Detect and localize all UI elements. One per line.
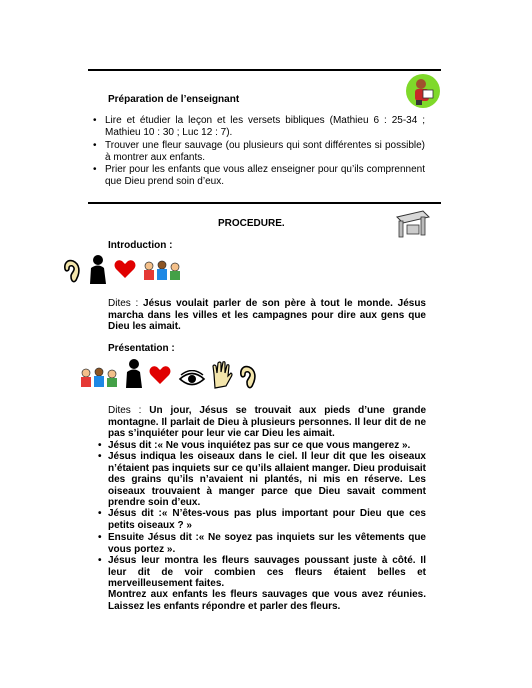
introduction-label: Introduction :: [108, 240, 173, 251]
ear-icon: [62, 258, 82, 286]
presentation-bullet-3: • Jésus dit :« N’êtes-vous pas plus important pour Dieu que ces petits oiseaux ? »: [98, 508, 426, 531]
presentation-bullet-2: • Jésus indiqua les oiseaux dans le ciel. Il leur dit que les oiseaux n’étaient pas inquiets sur ce qu’ils allaient manger. Dieu produisait des grains qu’ils n’avaient ni plantés, ni mis en réserve. Les oiseaux trouvaient à manger parce que Dieu savait comment prendre soin d’eux.: [98, 451, 426, 508]
preparation-title: Préparation de l’enseignant: [108, 94, 240, 105]
presentation-bullet-5: • Jésus leur montra les fleurs sauvages poussant juste à côté. Il leur dit de voir combien ces fleurs étaient belles et merveilleusement faites.: [98, 555, 426, 589]
prep-bullet-2: • Trouver une fleur sauvage (ou plusieurs qui sont différentes si possible) à montrer aux enfants.: [93, 140, 425, 163]
teacher-reading-icon: [405, 73, 441, 109]
presentation-closing: Montrez aux enfants les fleurs sauvages que vous avez réunies. Laissez les enfants répondre et parler des fleurs.: [108, 589, 426, 612]
heart-icon: [148, 364, 172, 386]
prep-bullet-1: • Lire et étudier la leçon et les versets bibliques (Mathieu 6 : 25-34 ; Mathieu 10 : 30 ; Luc 12 : 7).: [93, 115, 425, 138]
presentation-bullet-4: • Ensuite Jésus dit :« Ne soyez pas inquiets sur les vêtements que vous portez ».: [98, 532, 426, 555]
praying-person-icon: [122, 358, 146, 390]
hand-icon: [210, 360, 234, 390]
presentation-label: Présentation :: [108, 343, 175, 354]
desk-icon: [393, 207, 431, 241]
presentation-paragraph: Dites : Un jour, Jésus se trouvait aux pieds d’une grande montagne. Il parlait de Dieu à plusieurs personnes. Il leur dit de ne pas s’inquiéter pour leur vie car Dieu les aimait.: [108, 405, 427, 439]
introduction-paragraph: Dites : Jésus voulait parler de son père à tout le monde. Jésus marcha dans les villes et les campagnes pour dire aux gens que Dieu les aimait.: [108, 298, 426, 332]
top-divider: [88, 69, 441, 71]
children-group-icon: [78, 367, 120, 391]
procedure-divider: [88, 202, 441, 204]
eye-icon: [178, 370, 206, 388]
children-group-icon: [141, 260, 183, 284]
praying-person-icon: [86, 254, 110, 286]
heart-icon: [113, 258, 137, 280]
procedure-title: PROCEDURE.: [218, 218, 285, 229]
presentation-bullet-1: • Jésus dit :« Ne vous inquiétez pas sur ce que vous mangerez ».: [98, 440, 411, 451]
ear-icon: [238, 364, 258, 392]
prep-bullet-3: • Prier pour les enfants que vous allez enseigner pour qu’ils comprennent que Dieu prend soin d’eux.: [93, 164, 425, 187]
